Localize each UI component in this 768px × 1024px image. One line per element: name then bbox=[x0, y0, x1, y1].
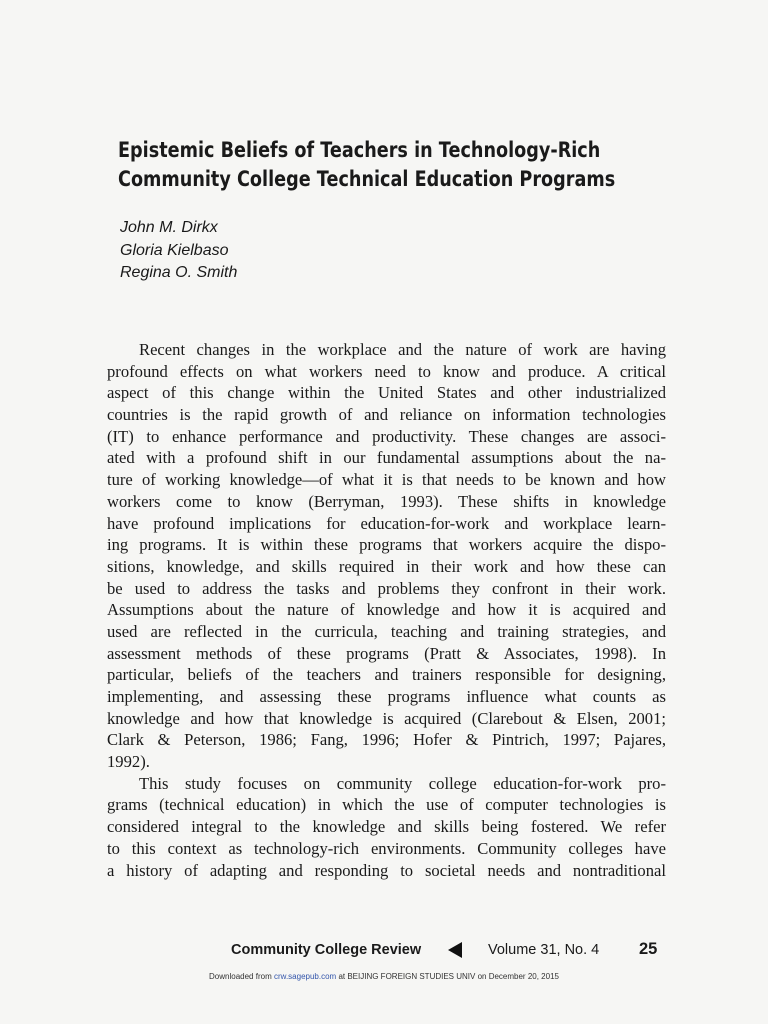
page-footer bbox=[0, 940, 768, 964]
left-triangle-icon bbox=[448, 942, 462, 958]
body-line: ing programs. It is within these programs that workers acquire the dispo- bbox=[107, 535, 666, 555]
body-line: to this context as technology-rich environments. Community colleges have bbox=[107, 838, 666, 858]
author-name: Regina O. Smith bbox=[120, 264, 238, 281]
body-line: implementing, and assessing these programs influence what counts as bbox=[107, 687, 666, 706]
title-line-2: Community College Technical Education Programs bbox=[118, 167, 616, 192]
body-line: knowledge and how that knowledge is acquired (Clarebout & Elsen, 2001; bbox=[107, 708, 666, 728]
body-line: profound effects on what workers need to know and produce. A critical bbox=[107, 361, 666, 381]
page-number: 25 bbox=[639, 940, 658, 958]
body-line: have profound implications for education-for-work and workplace learn- bbox=[107, 513, 666, 533]
body-line: ture of working knowledge—of what it is that needs to be known and how bbox=[107, 470, 666, 490]
body-line: ated with a profound shift in our fundamental assumptions about the na- bbox=[107, 448, 666, 468]
journal-name: Community College Review bbox=[231, 942, 422, 958]
download-notice bbox=[0, 972, 768, 981]
download-suffix: at BEIJING FOREIGN STUDIES UNIV on December 20, 2015 bbox=[336, 972, 559, 981]
body-line: aspect of this change within the United States and other industrialized bbox=[107, 383, 666, 403]
body-line: a history of adapting and responding to societal needs and nontraditional bbox=[107, 860, 666, 880]
body-line: (IT) to enhance performance and productivity. These changes are associ- bbox=[107, 426, 666, 446]
body-line: Assumptions about the nature of knowledge and how it is acquired and bbox=[107, 600, 666, 620]
body-text bbox=[107, 339, 666, 881]
body-line: used are reflected in the curricula, teaching and training strategies, and bbox=[107, 621, 666, 641]
body-line: assessment methods of these programs (Pratt & Associates, 1998). In bbox=[107, 643, 666, 663]
body-line: sitions, knowledge, and skills required in their work and how these can bbox=[107, 556, 666, 576]
volume-issue: Volume 31, No. 4 bbox=[488, 942, 600, 958]
body-line: 1992). bbox=[107, 752, 150, 772]
body-line: particular, beliefs of the teachers and trainers responsible for designing, bbox=[107, 665, 666, 685]
source-link[interactable]: crw.sagepub.com bbox=[273, 972, 337, 981]
article-title bbox=[118, 136, 616, 194]
download-prefix: Downloaded from bbox=[209, 972, 274, 981]
body-line: Recent changes in the workplace and the nature of work are having bbox=[139, 340, 666, 359]
body-line: This study focuses on community college education-for-work pro- bbox=[139, 773, 666, 793]
body-line: be used to address the tasks and problems they confront in their work. bbox=[107, 578, 666, 598]
body-line: considered integral to the knowledge and skills being fostered. We refer bbox=[107, 817, 666, 837]
body-line: grams (technical education) in which the use of computer technologies is bbox=[107, 795, 666, 815]
author-name: John M. Dirkx bbox=[120, 219, 218, 236]
body-line: workers come to know (Berryman, 1993). These shifts in knowledge bbox=[107, 491, 666, 511]
author-name: Gloria Kielbaso bbox=[120, 241, 229, 259]
body-line: Clark & Peterson, 1986; Fang, 1996; Hofer & Pintrich, 1997; Pajares, bbox=[107, 730, 666, 750]
body-line: countries is the rapid growth of and reliance on information technologies bbox=[107, 405, 666, 425]
author-list bbox=[120, 217, 237, 285]
title-line-1: Epistemic Beliefs of Teachers in Technology-Rich bbox=[118, 138, 601, 163]
